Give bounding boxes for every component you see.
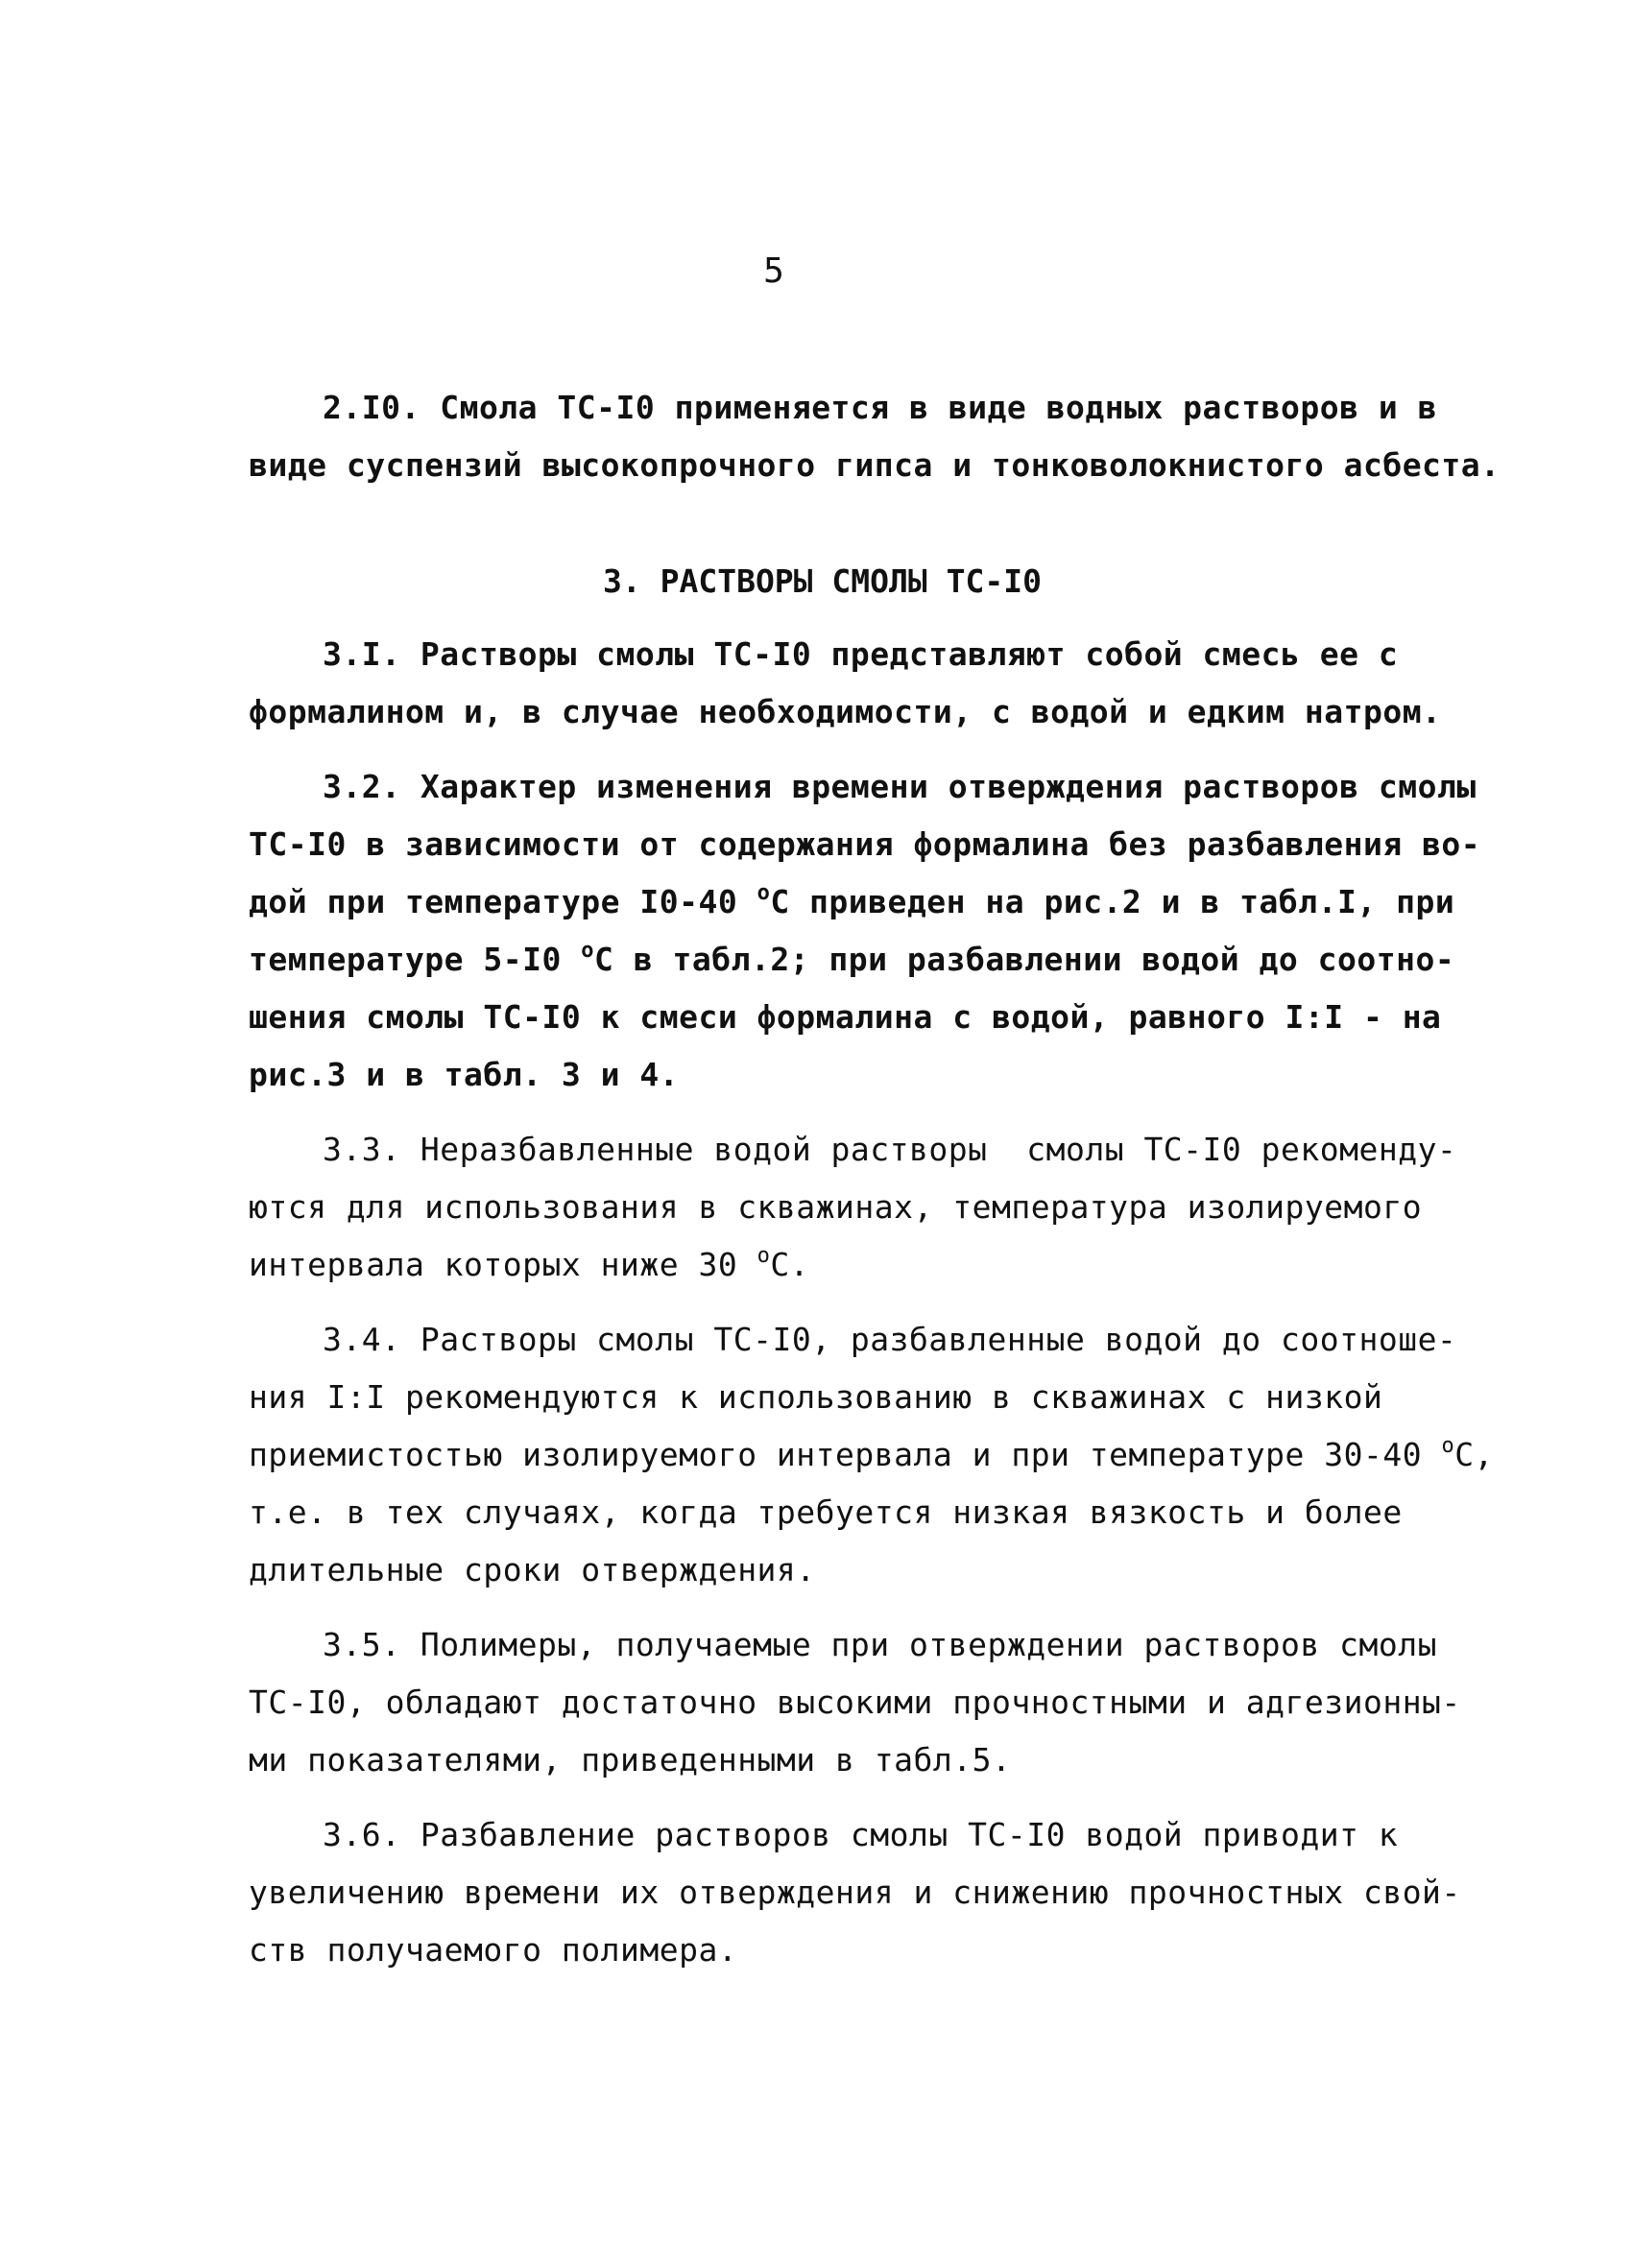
paragraph-3-1-line-1: 3.I. Растворы смолы ТС-I0 представляют собой смесь ее с [323,635,1399,673]
paragraph-3-2-line-3 [249,883,1454,921]
paragraph-3-4-line-3 [249,1436,1494,1474]
paragraph-3-5-line-1: 3.5. Полимеры, получаемые при отверждении растворов смолы [323,1626,1437,1663]
paragraph-3-4-line-2: ния I:I рекомендуются к использованию в скважинах с низкой [249,1378,1383,1416]
paragraph-3-2-line-1: 3.2. Характер изменения времени отверждения растворов смолы [323,768,1477,805]
text-run: интервала которых ниже 30 [249,1246,757,1283]
text-run: температуре 5-I0 [249,941,582,978]
paragraph-3-6-line-2: увеличению времени их отверждения и снижению прочностных свой- [249,1874,1461,1911]
paragraph-3-3-line-2: ются для использования в скважинах, температура изолируемого [249,1188,1423,1226]
paragraph-3-4-line-5: длительные сроки отверждения. [249,1551,816,1588]
paragraph-3-4-line-1: 3.4. Растворы смолы ТС-I0, разбавленные водой до соотноше- [323,1321,1457,1358]
section-heading: 3. РАСТВОРЫ СМОЛЫ ТС-I0 [603,562,1042,600]
degree-superscript: o [756,881,771,905]
text-run: дой при температуре I0-40 [249,883,757,920]
text-run: приемистостью изолируемого интервала и при температуре 30-40 [249,1436,1442,1473]
paragraph-3-5-line-2: ТС-I0, обладают достаточно высокими прочностными и адгезионны- [249,1683,1461,1721]
degree-superscript: o [1441,1434,1455,1458]
paragraph-3-4-line-4: т.е. в тех случаях, когда требуется низкая вязкость и более [249,1493,1403,1531]
text-run: С в табл.2; при разбавлении водой до соотно- [594,941,1455,978]
degree-superscript: o [756,1244,771,1268]
paragraph-3-3-line-1: 3.3. Неразбавленные водой растворы смолы ТС-I0 рекоменду- [323,1131,1457,1168]
paragraph-3-6-line-3: ств получаемого полимера. [249,1931,738,1969]
page-number: 5 [763,251,784,291]
degree-superscript: o [581,939,595,963]
text-run: С. [770,1246,810,1283]
paragraph-3-2-line-5: шения смолы ТС-I0 к смеси формалина с водой, равного I:I - на [249,998,1442,1036]
paragraph-3-6-line-1: 3.6. Разбавление растворов смолы ТС-I0 водой приводит к [323,1816,1399,1853]
paragraph-3-2-line-6: рис.3 и в табл. 3 и 4. [249,1056,680,1093]
paragraph-3-2-line-4 [249,941,1454,979]
paragraph-3-5-line-3: ми показателями, приведенными в табл.5. [249,1741,1012,1779]
paragraph-3-2-line-2: ТС-I0 в зависимости от содержания формалина без разбавления во- [249,825,1481,863]
paragraph-3-1-line-2: формалином и, в случае необходимости, с водой и едким натром. [249,693,1442,730]
paragraph-2-10-line-2: виде суспензий высокопрочного гипса и тонковолокнистого асбеста. [249,446,1501,484]
text-run: С, [1454,1436,1494,1473]
text-run: С приведен на рис.2 и в табл.I, при [770,883,1455,920]
paragraph-3-3-line-3 [249,1246,809,1284]
paragraph-2-10-line-1: 2.I0. Смола ТС-I0 применяется в виде водных растворов и в [323,389,1437,426]
